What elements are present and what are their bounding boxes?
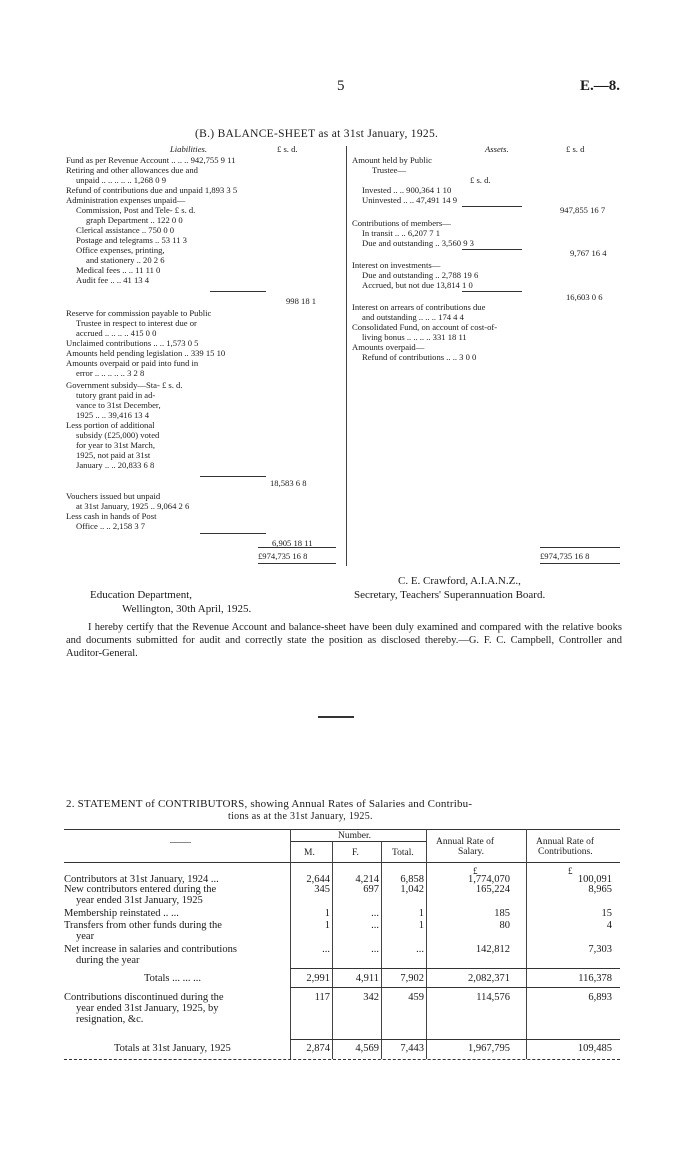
row-label: Contributors at 31st January, 1924 ... — [64, 874, 219, 885]
liabilities-heading: Liabilities. — [170, 144, 208, 154]
liability-line: Postage and telegrams .. 53 11 3 — [76, 235, 187, 245]
header-contributions: Annual Rate of — [536, 837, 595, 847]
asset-subtotal: 16,603 0 6 — [566, 292, 603, 302]
currency-salary: £ — [473, 866, 478, 876]
asset-subtotal: 947,855 16 7 — [560, 205, 606, 215]
asset-line: and outstanding .. .. .. 174 4 4 — [362, 312, 464, 322]
asset-line: £ s. d. — [470, 175, 491, 185]
liabilities-currency-header: £ s. d. — [277, 144, 298, 154]
header-salary-2: Salary. — [458, 847, 485, 857]
row-label: Totals ... ... ... — [144, 973, 202, 984]
liability-line: January .. .. 20,833 6 8 — [76, 460, 155, 470]
signature-left-line-1: Education Department, — [90, 589, 193, 601]
document-code: E.—8. — [580, 78, 621, 94]
row-value-s: 165,224 — [475, 884, 510, 895]
row-value-t: 1,042 — [400, 884, 424, 895]
liability-line: error .. .. .. .. .. 3 2 8 — [76, 368, 145, 378]
asset-line: Contributions of members— — [352, 218, 451, 228]
liability-line: Administration expenses unpaid— — [66, 195, 186, 205]
header-number: Number. — [338, 831, 371, 841]
liability-line: Office expenses, printing, — [76, 245, 165, 255]
header-total: Total. — [392, 848, 414, 858]
assets-total: £974,735 16 8 — [540, 551, 590, 561]
row-value-m: 2,874 — [306, 1043, 330, 1054]
currency-contributions: £ — [568, 866, 573, 876]
liability-line: Reserve for commission payable to Public — [66, 308, 212, 318]
liability-line: accrued .. .. .. .. 415 0 0 — [76, 328, 157, 338]
row-value-t: 7,902 — [400, 973, 424, 984]
row-value-c: 15 — [601, 908, 612, 919]
liability-line: unpaid .. .. .. .. .. 1,268 0 9 — [76, 175, 166, 185]
row-value-s: 142,812 — [475, 944, 510, 955]
row-value-f: 342 — [363, 992, 379, 1003]
asset-line: Trustee— — [372, 165, 407, 175]
table-header-rule — [64, 862, 620, 863]
statement-title-line-1: 2. STATEMENT of CONTRIBUTORS, showing Annual Rates of Salaries and Contribu- — [66, 798, 473, 810]
row-label: Contributions discontinued during the — [64, 992, 224, 1003]
signature-left-line-2: Wellington, 30th April, 1925. — [122, 603, 252, 615]
asset-line: Amount held by Public — [352, 155, 432, 165]
asset-line: In transit .. .. 6,207 7 1 — [362, 228, 441, 238]
signature-right-line-2: Secretary, Teachers' Superannuation Board. — [354, 589, 546, 601]
row-value-s: 1,774,070 — [468, 874, 510, 885]
liability-line: at 31st January, 1925 .. 9,064 2 6 — [76, 501, 190, 511]
liability-line: Clerical assistance .. 750 0 0 — [76, 225, 175, 235]
liability-line: Trustee in respect to interest due or — [76, 318, 197, 328]
liability-line: Government subsidy—Sta- £ s. d. — [66, 380, 183, 390]
liability-line: subsidy (£25,000) voted — [76, 430, 160, 440]
row-label: year ended 31st January, 1925 — [76, 895, 203, 906]
liability-line: Less cash in hands of Post — [66, 511, 157, 521]
row-label: Net increase in salaries and contributions — [64, 944, 237, 955]
header-m: M. — [304, 848, 315, 858]
asset-line: Due and outstanding .. 3,560 9 3 — [362, 238, 474, 248]
row-label: New contributors entered during the — [64, 884, 217, 895]
row-value-c: 109,485 — [577, 1043, 612, 1054]
liability-line: tutory grant paid in ad- — [76, 390, 156, 400]
row-value-c: 100,091 — [577, 874, 612, 885]
row-value-m: 2,991 — [306, 973, 330, 984]
header-f: F. — [352, 848, 359, 858]
page-number: 5 — [337, 78, 345, 94]
row-value-t: 459 — [408, 992, 424, 1003]
row-label: year — [76, 931, 95, 942]
asset-line: living bonus .. .. .. .. 331 18 11 — [362, 332, 467, 342]
section-separator — [318, 716, 354, 718]
row-value-m: 1 — [324, 908, 330, 919]
row-value-s: 1,967,795 — [468, 1043, 510, 1054]
asset-line: Uninvested .. .. 47,491 14 9 — [362, 195, 458, 205]
balance-sheet-divider — [346, 146, 347, 566]
row-value-f: 4,569 — [355, 1043, 379, 1054]
asset-line: Due and outstanding .. 2,788 19 6 — [362, 270, 479, 280]
statement-title-line-2: tions as at the 31st January, 1925. — [228, 811, 373, 822]
liability-line: graph Department .. 122 0 0 — [86, 215, 183, 225]
row-value-f: ... — [371, 908, 379, 919]
row-value-c: 8,965 — [588, 884, 612, 895]
liability-line: Amounts held pending legislation .. 339 15 10 — [66, 348, 226, 358]
row-value-t: ... — [416, 944, 424, 955]
liability-line: and stationery .. 20 2 6 — [86, 255, 165, 265]
asset-subtotal: 9,767 16 4 — [570, 248, 607, 258]
balance-sheet-title: (B.) BALANCE-SHEET as at 31st January, 1925. — [195, 128, 439, 140]
row-value-s: 114,576 — [476, 992, 510, 1003]
audit-certification: I hereby certify that the Revenue Account and balance-sheet have been duly examined and compared with the relative books and documents submitted for audit and correctly state the position as disclosed thereby.—G. F. C. Campbell, Controller and Auditor-General. — [66, 622, 622, 659]
liability-subtotal: 18,583 6 8 — [270, 478, 307, 488]
asset-line: Refund of contributions .. .. 3 0 0 — [362, 352, 477, 362]
row-label: Membership reinstated .. ... — [64, 908, 179, 919]
row-value-t: 1 — [418, 908, 424, 919]
row-value-m: 1 — [324, 920, 330, 931]
row-value-c: 6,893 — [588, 992, 612, 1003]
liability-line: Office .. .. 2,158 3 7 — [76, 521, 146, 531]
asset-line: Accrued, but not due 13,814 1 0 — [362, 280, 473, 290]
liability-line: Amounts overpaid or paid into fund in — [66, 358, 199, 368]
liability-line: Less portion of additional — [66, 420, 155, 430]
liability-line: Unclaimed contributions .. .. 1,573 0 5 — [66, 338, 199, 348]
liability-line: Fund as per Revenue Account .. .. .. 942,755 9 11 — [66, 155, 236, 165]
row-value-f: 4,214 — [355, 874, 379, 885]
row-value-t: 1 — [418, 920, 424, 931]
header-salary: Annual Rate of — [436, 837, 495, 847]
row-value-m: ... — [322, 944, 330, 955]
row-value-s: 2,082,371 — [468, 973, 510, 984]
row-label: during the year — [76, 955, 140, 966]
row-value-c: 116,378 — [578, 973, 612, 984]
liability-line: Vouchers issued but unpaid — [66, 491, 161, 501]
header-dash: —— — [170, 837, 191, 848]
row-value-f: ... — [371, 920, 379, 931]
liabilities-total: £974,735 16 8 — [258, 551, 308, 561]
row-value-f: 697 — [363, 884, 379, 895]
asset-line: Amounts overpaid— — [352, 342, 425, 352]
row-label: year ended 31st January, 1925, by — [76, 1003, 219, 1014]
liability-line: for year to 31st March, — [76, 440, 155, 450]
liability-line: 1925 .. .. 39,416 13 4 — [76, 410, 150, 420]
liability-subtotal: 6,905 18 11 — [272, 538, 313, 548]
row-value-c: 7,303 — [588, 944, 612, 955]
row-label: Transfers from other funds during the — [64, 920, 222, 931]
row-value-c: 4 — [606, 920, 612, 931]
row-value-t: 6,858 — [400, 874, 424, 885]
liability-line: Retiring and other allowances due and — [66, 165, 198, 175]
row-value-m: 2,644 — [306, 874, 330, 885]
row-value-m: 117 — [314, 992, 330, 1003]
row-label: Totals at 31st January, 1925 — [114, 1043, 231, 1054]
liability-line: 1925, not paid at 31st — [76, 450, 151, 460]
asset-line: Invested .. .. 900,364 1 10 — [362, 185, 452, 195]
assets-currency-header: £ s. d — [566, 144, 585, 154]
assets-heading: Assets. — [485, 144, 509, 154]
row-value-m: 345 — [314, 884, 330, 895]
liability-line: Medical fees .. .. 11 11 0 — [76, 265, 161, 275]
liability-line: Audit fee .. .. 41 13 4 — [76, 275, 150, 285]
asset-line: Consolidated Fund, on account of cost-of- — [352, 322, 498, 332]
signature-right-line-1: C. E. Crawford, A.I.A.N.Z., — [398, 575, 521, 587]
row-value-f: ... — [371, 944, 379, 955]
asset-line: Interest on arrears of contributions due — [352, 302, 486, 312]
header-contributions-2: Contributions. — [538, 847, 593, 857]
liability-line: Refund of contributions due and unpaid 1,893 3 5 — [66, 185, 238, 195]
row-value-t: 7,443 — [400, 1043, 424, 1054]
liability-line: Commission, Post and Tele- £ s. d. — [76, 205, 196, 215]
row-label: resignation, &c. — [76, 1014, 144, 1025]
liability-subtotal: 998 18 1 — [286, 296, 317, 306]
table-bottom-rule — [64, 1059, 620, 1060]
row-value-s: 185 — [494, 908, 510, 919]
liability-line: vance to 31st December, — [76, 400, 161, 410]
row-value-s: 80 — [499, 920, 510, 931]
asset-line: Interest on investments— — [352, 260, 441, 270]
row-value-f: 4,911 — [355, 973, 379, 984]
